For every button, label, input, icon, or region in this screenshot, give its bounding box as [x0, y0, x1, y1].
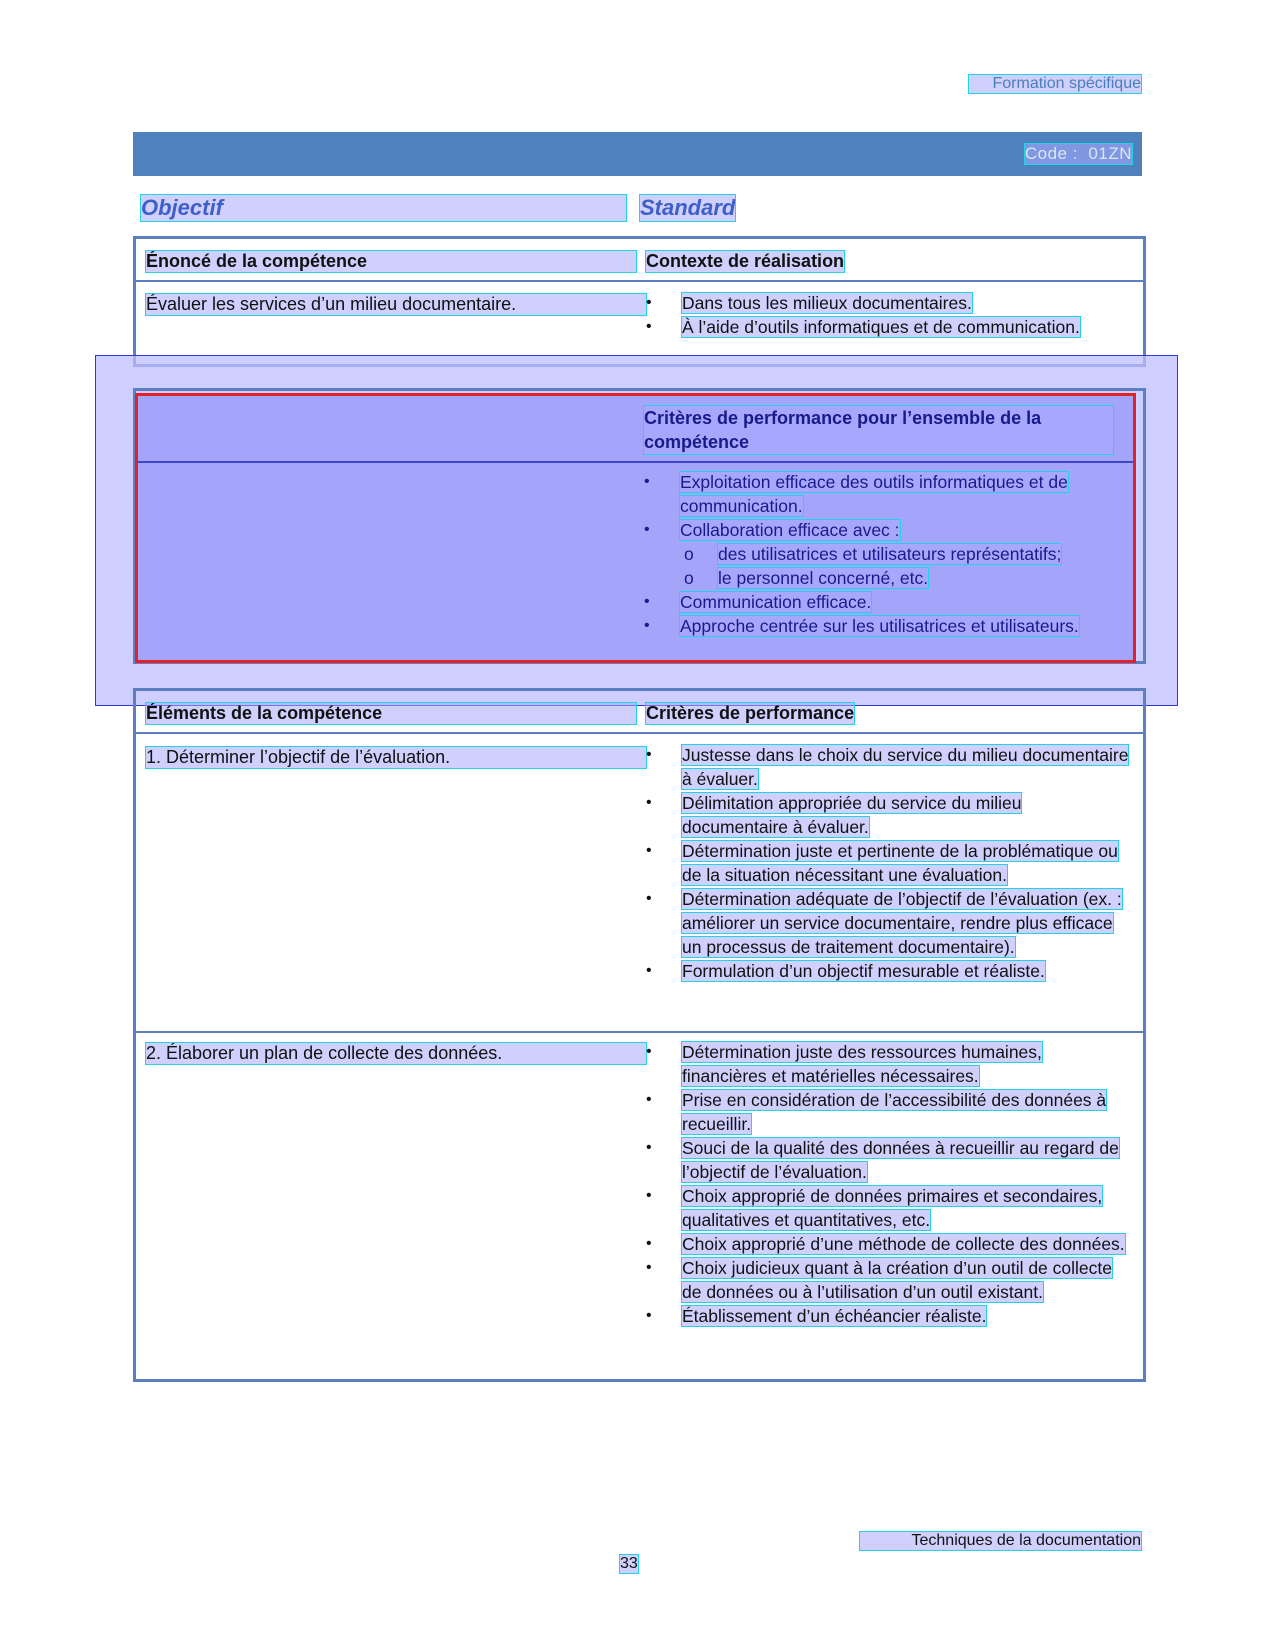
footer-program-name: Techniques de la documentation: [860, 1532, 1141, 1550]
context-item: • Dans tous les milieux documentaires.: [646, 291, 1131, 315]
performance-criterion: • Prise en considération de l’accessibilité des données à recueillir.: [646, 1088, 1131, 1136]
standard-heading: Standard: [640, 195, 736, 220]
criteria-item: • Collaboration efficace avec :: [644, 518, 1113, 542]
performance-criterion: • Choix approprié d’une méthode de collecte des données.: [646, 1232, 1131, 1256]
element-1: 1. Déterminer l’objectif de l’évaluation.: [146, 747, 646, 768]
performance-criterion: • Établissement d’un échéancier réaliste.: [646, 1304, 1131, 1328]
performance-criterion: • Détermination adéquate de l’objectif de l’évaluation (ex. : améliorer un service documentaire, rendre plus efficace un processus de traitement documentaire).: [646, 887, 1131, 959]
context-col-header: Contexte de réalisation: [646, 251, 845, 271]
code-label: Code :: [1024, 144, 1078, 163]
statement-table: [133, 236, 1146, 367]
objectif-heading: Objectif: [141, 195, 626, 221]
overall-criteria-title: Critères de performance pour l’ensemble de la compétence: [644, 406, 1113, 454]
statement-table-header: [136, 239, 1143, 282]
context-list: [646, 291, 1131, 339]
performance-criterion: • Détermination juste des ressources humaines, financières et matérielles nécessaires.: [646, 1040, 1131, 1088]
criteria-item: • Communication efficace.: [644, 590, 1113, 614]
element-1-criteria: [646, 743, 1131, 983]
performance-criterion: • Formulation d’un objectif mesurable et réaliste.: [646, 959, 1131, 983]
elements-table: [133, 688, 1146, 1382]
performance-criterion: • Détermination juste et pertinente de la problématique ou de la situation nécessitant une évaluation.: [646, 839, 1131, 887]
overall-criteria-box: [135, 393, 1136, 663]
element-2-criteria: [646, 1040, 1131, 1328]
statement-col-header: Énoncé de la compétence: [146, 251, 636, 272]
elements-table-header: [136, 691, 1143, 734]
overall-criteria-divider: [138, 461, 1133, 463]
performance-criterion: • Souci de la qualité des données à recueillir au regard de l’objectif de l’évaluation.: [646, 1136, 1131, 1184]
criteria-item: • Exploitation efficace des outils informatiques et de communication.: [644, 470, 1113, 518]
criteria-subitem: o le personnel concerné, etc.: [644, 566, 1113, 590]
page-number: 33: [620, 1555, 638, 1572]
overall-criteria-list: [644, 470, 1113, 638]
performance-criterion: • Justesse dans le choix du service du milieu documentaire à évaluer.: [646, 743, 1131, 791]
code-bar: [133, 132, 1142, 176]
program-header: Formation spécifique: [969, 75, 1141, 93]
performance-criterion: • Délimitation appropriée du service du milieu documentaire à évaluer.: [646, 791, 1131, 839]
element-2: 2. Élaborer un plan de collecte des données.: [146, 1043, 646, 1064]
performance-criterion: • Choix judicieux quant à la création d’un outil de collecte de données ou à l’utilisation d’un outil existant.: [646, 1256, 1131, 1304]
competency-statement: Évaluer les services d’un milieu documentaire.: [146, 294, 646, 315]
code-value: 01ZN: [1088, 144, 1132, 163]
performance-col-header: Critères de performance: [646, 703, 855, 723]
competency-code: [1025, 144, 1132, 164]
performance-criterion: • Choix approprié de données primaires et secondaires, qualitatives et quantitatives, etc.: [646, 1184, 1131, 1232]
row-divider: [136, 1031, 1143, 1033]
elements-col-header: Éléments de la compétence: [146, 703, 636, 724]
criteria-item: • Approche centrée sur les utilisatrices et utilisateurs.: [644, 614, 1113, 638]
context-item: • À l’aide d’outils informatiques et de communication.: [646, 315, 1131, 339]
criteria-subitem: o des utilisatrices et utilisateurs représentatifs;: [644, 542, 1113, 566]
